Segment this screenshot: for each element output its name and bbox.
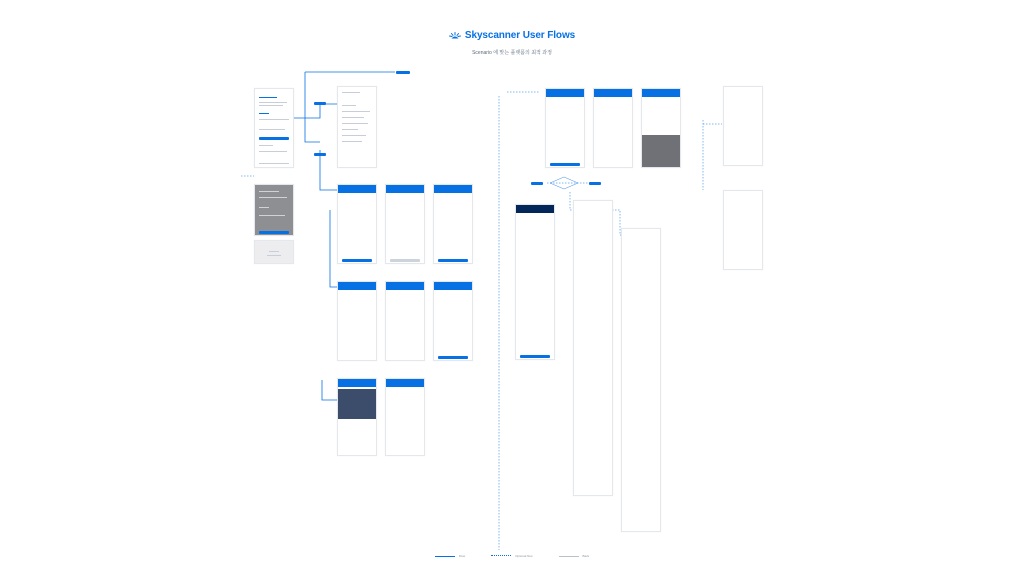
diagram-legend [0, 554, 1024, 558]
flow-badge-d [589, 182, 601, 185]
screen-home-overlay [254, 184, 294, 236]
legend-flow [435, 554, 465, 558]
flow-line-home-to-search [305, 72, 320, 142]
screen-price-chart-3 [433, 281, 473, 361]
screen-explore-1 [337, 378, 377, 456]
explore-hero-image [338, 389, 376, 419]
screen-results-2 [593, 88, 633, 168]
screen-filters [515, 204, 555, 360]
screen-results-1 [545, 88, 585, 168]
legend-flow-label: Flow [458, 554, 466, 558]
screen-airport-list [337, 86, 377, 168]
legend-solid-swatch [435, 556, 455, 557]
screen-calendar-1 [337, 184, 377, 264]
legend-back-swatch [559, 556, 579, 557]
screen-profile [723, 86, 763, 166]
legend-dotted-swatch [491, 555, 511, 557]
legend-optional [491, 554, 532, 558]
flow-badge-a [314, 102, 326, 105]
screen-results-3 [641, 88, 681, 168]
results-overlay [642, 135, 680, 167]
legend-back [559, 554, 590, 558]
flow-badge-c [531, 182, 543, 185]
flow-line-to-explore [322, 380, 337, 400]
flow-line-to-calendar2 [330, 210, 337, 287]
legend-optional-label: Optional flow [515, 554, 533, 558]
diagram-subtitle: Scenario 에 맞는 플랫폼의 최적 과정 [472, 50, 552, 56]
screen-flight-detail-1 [573, 200, 613, 496]
screen-flight-detail-2 [621, 228, 661, 532]
screen-home-sheet [254, 240, 294, 264]
flow-badge-b [314, 153, 326, 156]
legend-back-label: Back [582, 554, 590, 558]
title-text: Skyscanner User Flows [464, 29, 576, 41]
flow-line-home-to-list [290, 104, 337, 118]
screen-home [254, 88, 294, 168]
flow-badge-top [396, 71, 410, 74]
screen-calendar-3 [433, 184, 473, 264]
screen-alert [723, 190, 763, 270]
screen-price-chart-1 [337, 281, 377, 361]
screen-calendar-2 [385, 184, 425, 264]
screen-price-chart-2 [385, 281, 425, 361]
screen-explore-2 [385, 378, 425, 456]
